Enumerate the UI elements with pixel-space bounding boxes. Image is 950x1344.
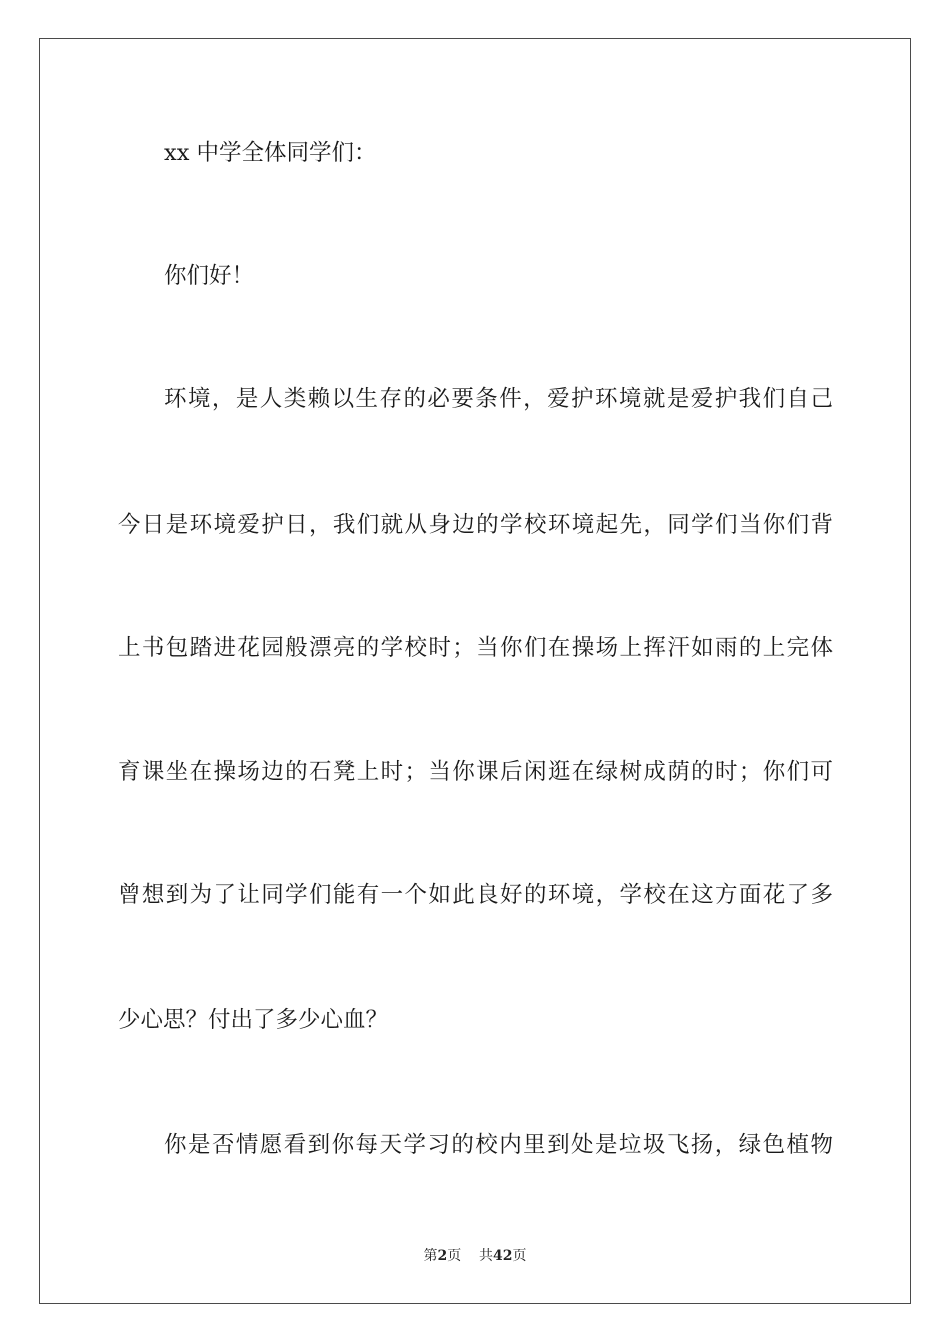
page-total-suffix: 页 xyxy=(512,1248,527,1264)
page-number-current: 2 xyxy=(437,1248,448,1264)
paragraph-line-4: 育课坐在操场边的石凳上时；当你课后闲逛在绿树成荫的时；你们可 xyxy=(118,759,833,785)
page-total-prefix: 共 xyxy=(479,1248,494,1264)
page-footer xyxy=(0,1247,950,1265)
paragraph-line-1: 环境，是人类赖以生存的必要条件，爱护环境就是爱护我们自己 xyxy=(164,386,833,412)
paragraph-line-5: 曾想到为了让同学们能有一个如此良好的环境，学校在这方面花了多 xyxy=(118,882,833,908)
page-border xyxy=(39,38,911,1304)
paragraph-line-2: 今日是环境爱护日，我们就从身边的学校环境起先，同学们当你们背 xyxy=(118,512,833,538)
page-total-count: 42 xyxy=(493,1248,513,1264)
page-number-suffix: 页 xyxy=(447,1248,462,1264)
page-number-prefix: 第 xyxy=(423,1248,438,1264)
greeting-line: 你们好！ xyxy=(164,263,255,289)
paragraph-line-7: 你是否情愿看到你每天学习的校内里到处是垃圾飞扬，绿色植物 xyxy=(164,1132,833,1158)
paragraph-line-6: 少心思？付出了多少心血？ xyxy=(118,1007,389,1033)
salutation-line: xx 中学全体同学们： xyxy=(164,140,377,166)
paragraph-line-3: 上书包踏进花园般漂亮的学校时；当你们在操场上挥汗如雨的上完体 xyxy=(118,635,833,661)
